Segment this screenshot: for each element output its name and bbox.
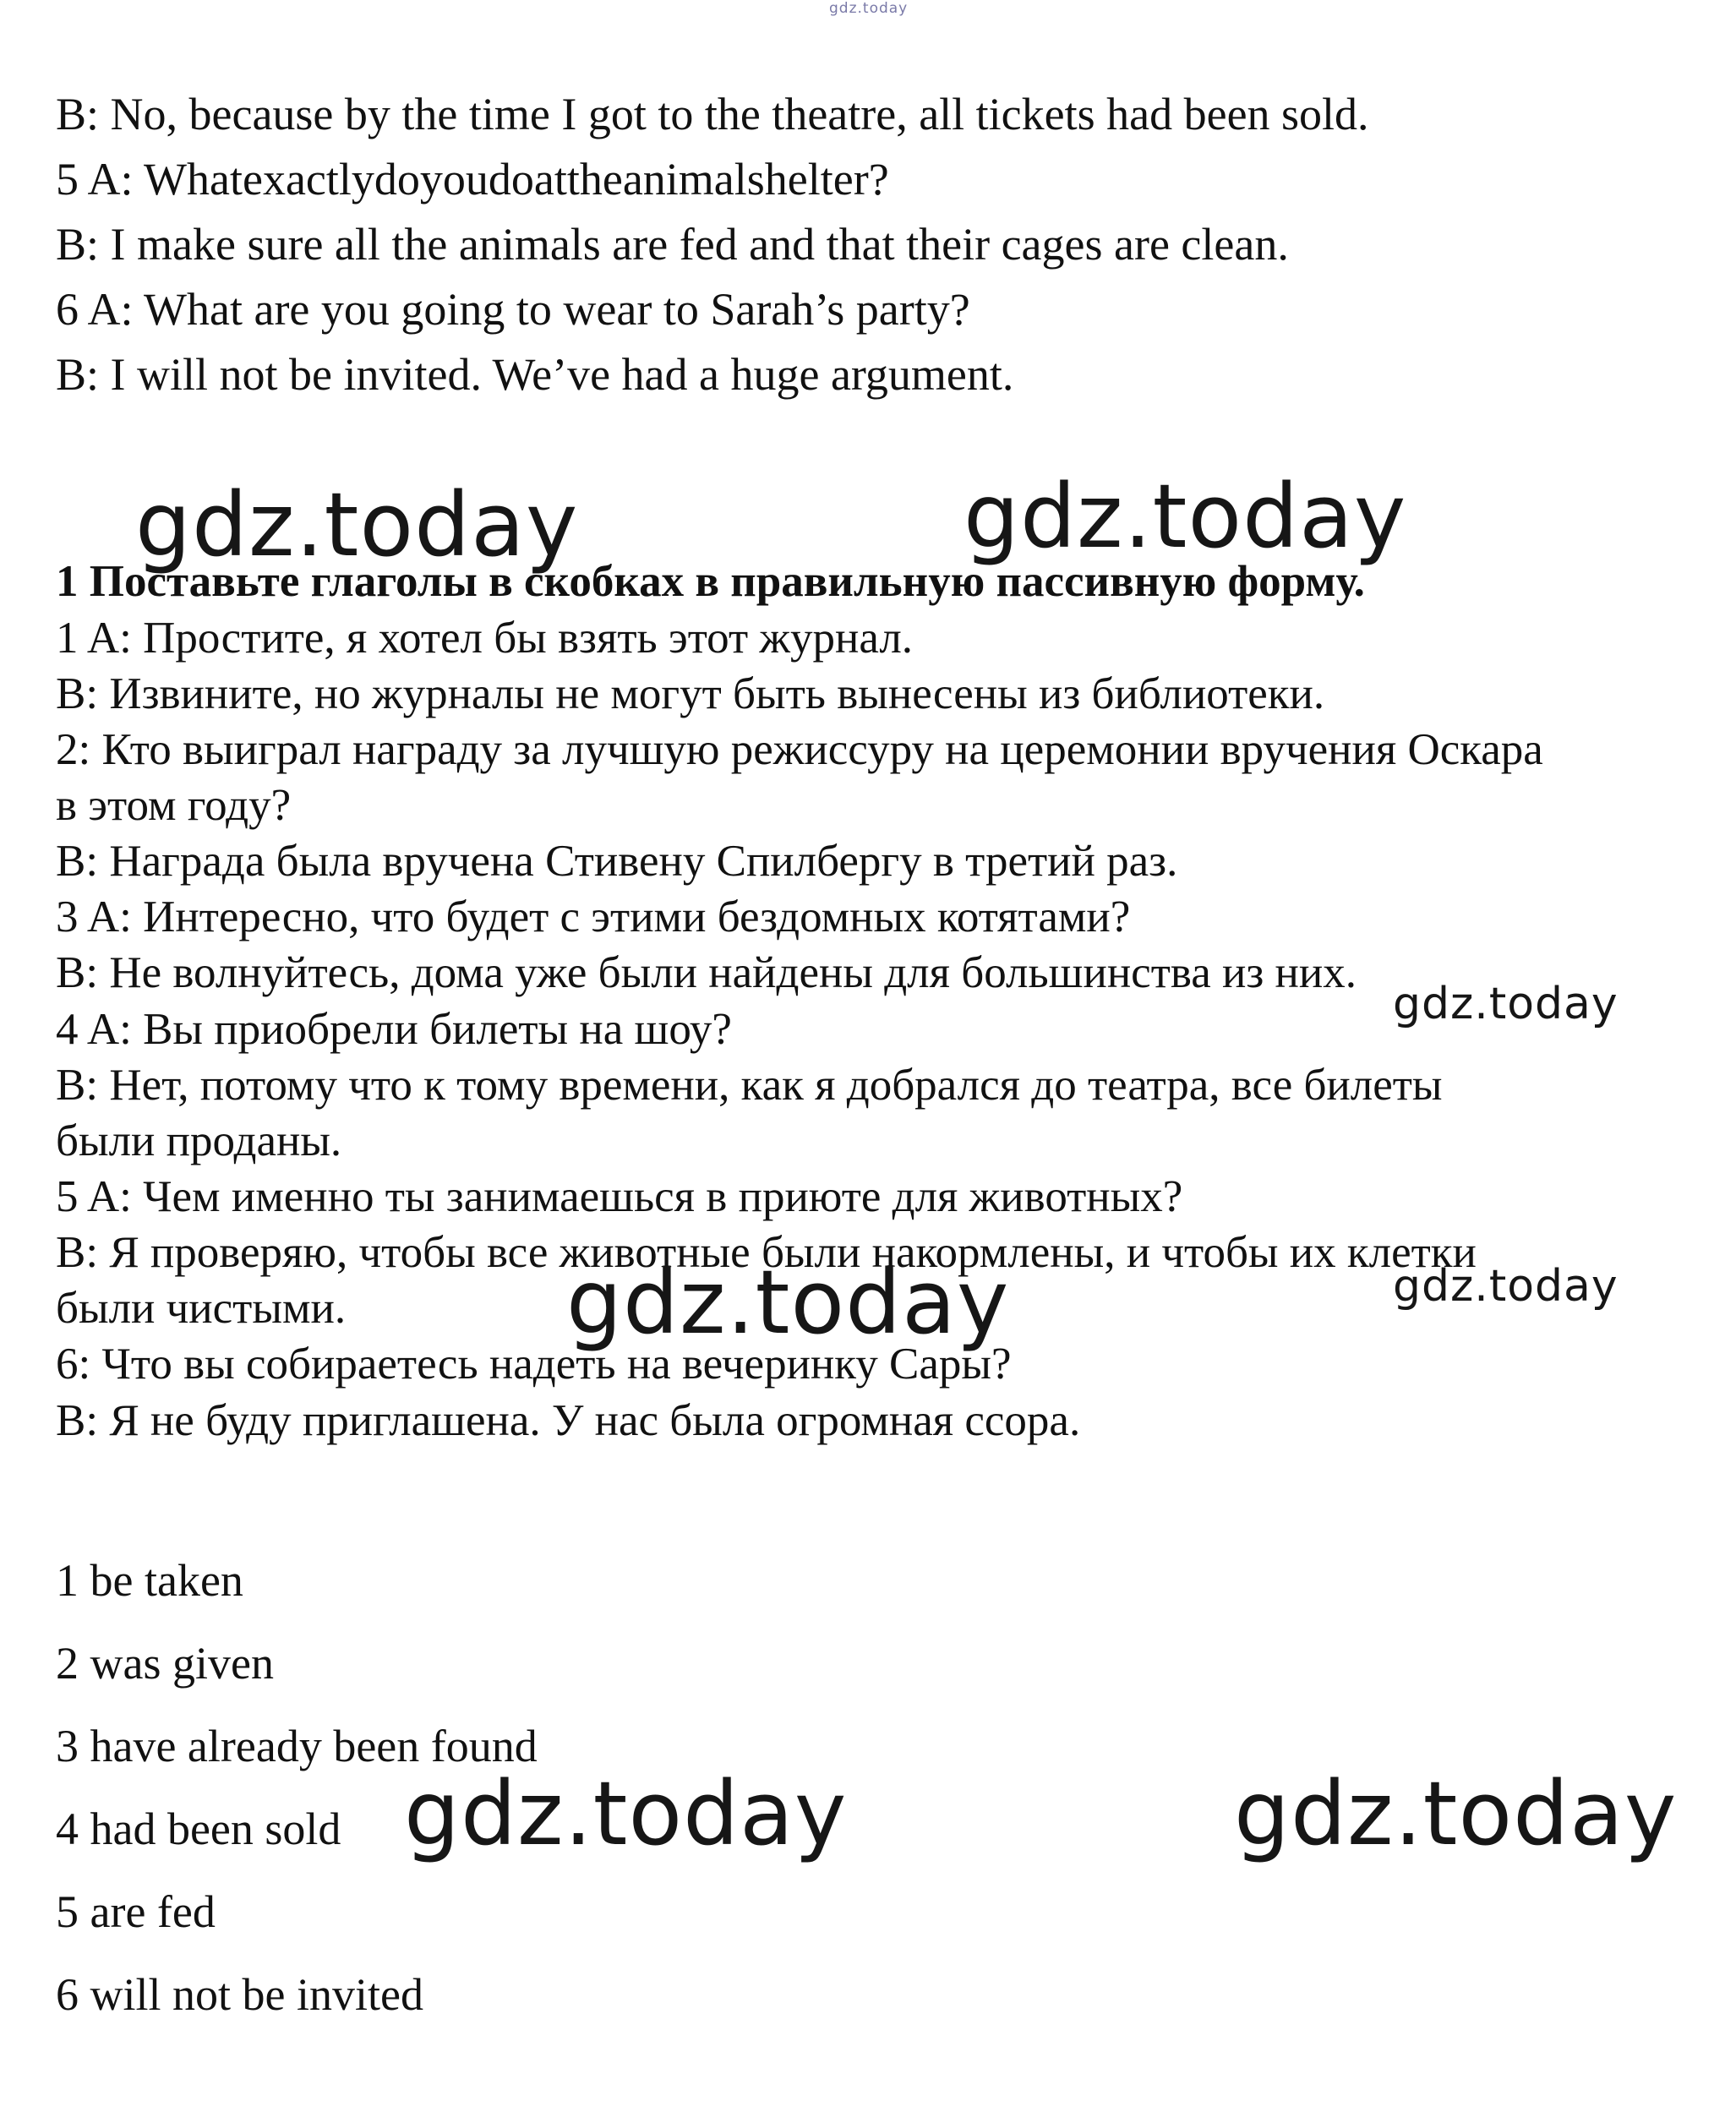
russian-line: в этом году? [56, 781, 292, 830]
russian-line: были чистыми. [56, 1284, 347, 1333]
english-line: B: I make sure all the animals are fed and that their cages are clean. [56, 219, 1289, 270]
russian-line: B: Не волнуйтесь, дома уже были найдены для большинства из них. [56, 948, 1357, 997]
russian-line: B: Я проверяю, чтобы все животные были накормлены, и чтобы их клетки [56, 1228, 1477, 1277]
english-line: B: I will not be invited. We’ve had a huge argument. [56, 349, 1014, 400]
russian-line: B: Нет, потому что к тому времени, как я добрался до театра, все билеты [56, 1061, 1443, 1110]
russian-line: B: Извините, но журналы не могут быть вынесены из библиотеки. [56, 669, 1325, 718]
english-line: 5 A: Whatexactlydoyoudoattheanimalshelter? [56, 154, 889, 205]
answer-line: 5 are fed [56, 1886, 216, 1937]
russian-line: B: Награда была вручена Стивену Спилбергу в третий раз. [56, 837, 1178, 886]
answer-line: 3 have already been found [56, 1721, 538, 1771]
russian-line: 2: Кто выиграл награду за лучшую режиссуру на церемонии вручения Оскара [56, 725, 1543, 774]
watermark: gdz.today [964, 465, 1407, 568]
header-watermark: gdz.today [829, 0, 909, 17]
task-title: 1 Поставьте глаголы в скобках в правильную пассивную форму. [56, 557, 1365, 606]
russian-line: 3 A: Интересно, что будет с этими бездомных котятами? [56, 892, 1131, 941]
answer-line: 6 will not be invited [56, 1969, 423, 2020]
english-line: B: No, because by the time I got to the theatre, all tickets had been sold. [56, 89, 1369, 139]
watermark: gdz.today [135, 473, 579, 576]
russian-line: были проданы. [56, 1116, 342, 1165]
english-line: 6 A: What are you going to wear to Sarah’s party? [56, 284, 970, 335]
watermark: gdz.today [404, 1762, 848, 1865]
russian-line: 6: Что вы собираетесь надеть на вечеринку Сары? [56, 1340, 1012, 1389]
answer-line: 4 had been sold [56, 1804, 341, 1854]
answer-line: 2 was given [56, 1638, 274, 1689]
russian-line: 4 A: Вы приобрели билеты на шоу? [56, 1005, 732, 1054]
watermark: gdz.today [566, 1251, 1010, 1354]
watermark: gdz.today [1393, 1261, 1619, 1312]
russian-line: 5 A: Чем именно ты занимаешься в приюте для животных? [56, 1172, 1183, 1221]
russian-line: B: Я не буду приглашена. У нас была огромная ссора. [56, 1396, 1081, 1445]
answer-line: 1 be taken [56, 1555, 243, 1606]
watermark: gdz.today [1234, 1762, 1678, 1865]
watermark: gdz.today [1393, 979, 1619, 1029]
russian-line: 1 A: Простите, я хотел бы взять этот журнал. [56, 614, 914, 663]
